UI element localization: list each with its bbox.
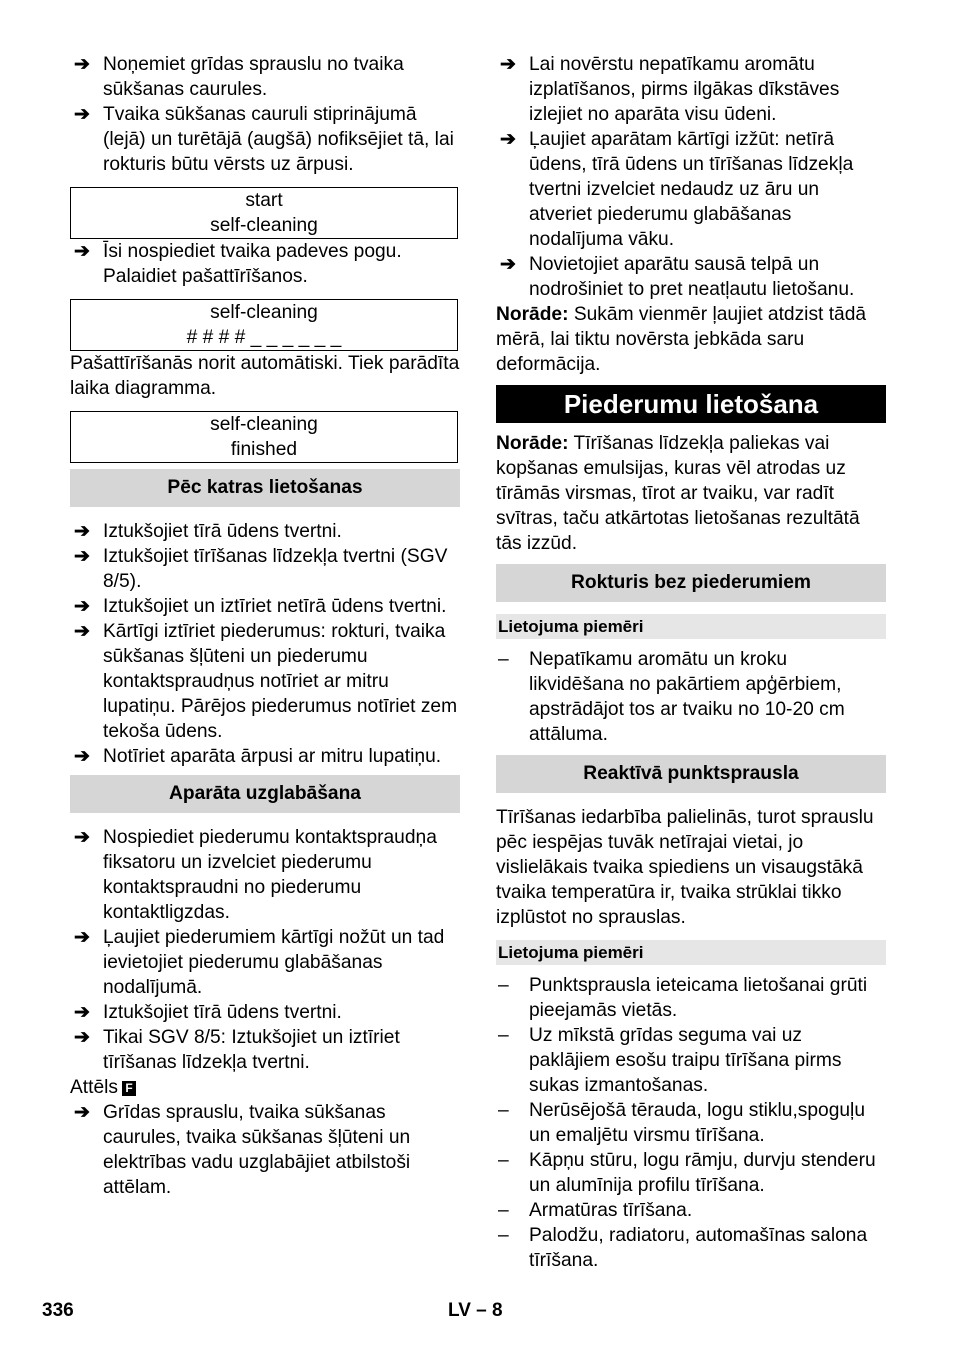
page-number: 336 (42, 1300, 74, 1321)
arrow-icon: ➔ (500, 54, 517, 75)
arrow-icon: ➔ (74, 827, 91, 848)
subsection-heading: Lietojuma piemēri (496, 614, 886, 639)
arrow-icon: ➔ (74, 104, 91, 125)
list-item: – Nepatīkamu aromātu un kroku likvidēšana no pakārtiem apģērbiem, apstrādājot tos ar tvaiku no 10-20 cm attāluma. (498, 649, 845, 745)
dash-bullet: – (498, 1150, 509, 1171)
list-item: – Armatūras tīrīšana. (498, 1200, 693, 1221)
note-paragraph: Norāde: Sukām vienmēr ļaujiet atdzist tādā mērā, lai tiktu novērsta jebkāda saru deformācija. (496, 304, 867, 375)
list-item: ➔ Tikai SGV 8/5: Iztukšojiet un iztīriet tīrīšanas līdzekļa tvertni. (74, 1027, 400, 1073)
arrow-icon: ➔ (74, 746, 91, 767)
section-heading: Reaktīvā punktsprausla (496, 755, 886, 793)
language-page-label: LV – 8 (448, 1300, 503, 1321)
arrow-icon: ➔ (74, 621, 91, 642)
section-heading: Aparāta uzglabāšana (70, 775, 460, 813)
list-item: ➔ Ļaujiet aparātam kārtīgi izžūt: netīrā ūdens, tīrā ūdens un tīrīšanas līdzekļa tvertni izvelciet nedaudz uz āru un atveriet piederumu glabāšanas nodalījuma vāku. (500, 129, 854, 250)
display-box-progress: self-cleaning # # # # _ _ _ _ _ _ (70, 299, 458, 351)
dash-bullet: – (498, 1200, 509, 1221)
left-column (70, 52, 460, 1200)
arrow-icon: ➔ (74, 1002, 91, 1023)
list-item: ➔ Īsi nospiediet tvaika padeves pogu. Palaidiet pašattīrīšanos. (74, 241, 402, 287)
dash-bullet: – (498, 1025, 509, 1046)
display-box-finished: self-cleaning finished (70, 411, 458, 463)
subsection-heading: Lietojuma piemēri (496, 940, 886, 965)
dash-bullet: – (498, 1225, 509, 1246)
list-item: ➔ Iztukšojiet tīrā ūdens tvertni. (74, 1002, 342, 1023)
paragraph: Pašattīrīšanās norit automātiski. Tiek parādīta laika diagramma. (70, 353, 460, 399)
list-item: ➔ Iztukšojiet un iztīriet netīrā ūdens tvertni. (74, 596, 447, 617)
figure-reference: Attēls F (70, 1075, 460, 1100)
right-column (496, 52, 886, 1273)
arrow-icon: ➔ (74, 546, 91, 567)
list-item: ➔ Iztukšojiet tīrā ūdens tvertni. (74, 521, 342, 542)
arrow-icon: ➔ (74, 54, 91, 75)
arrow-icon: ➔ (74, 927, 91, 948)
list-item: ➔ Nospiediet piederumu kontaktspraudņa fiksatoru un izvelciet piederumu kontaktspraudni no piederumu kontaktligzdas. (74, 827, 437, 923)
list-item: – Nerūsējošā tērauda, logu stiklu,spoguļu un emaljētu virsmu tīrīšana. (498, 1100, 865, 1146)
list-item: ➔ Ļaujiet piederumiem kārtīgi nožūt un tad ievietojiet piederumu glabāšanas nodalījumā. (74, 927, 445, 998)
list-item: – Uz mīkstā grīdas seguma vai uz paklājiem esošu traipu tīrīšana pirms sukas izmantošanas. (498, 1025, 842, 1096)
main-section-title: Piederumu lietošana (496, 385, 886, 423)
list-item: ➔ Noņemiet grīdas sprauslu no tvaika sūkšanas caurules. (74, 54, 404, 100)
section-heading: Pēc katras lietošanas (70, 469, 460, 507)
arrow-icon: ➔ (500, 254, 517, 275)
paragraph: Tīrīšanas iedarbība palielinās, turot sprauslu pēc iespējas tuvāk netīrajai vietai, jo vislielākais tvaika spiediens un visaugstākā tvaika temperatūra ir, tvaika strūklai tikko izplūstot no sprauslas. (496, 807, 874, 928)
display-box-start: start self-cleaning (70, 187, 458, 239)
arrow-icon: ➔ (74, 241, 91, 262)
list-item: ➔ Lai novērstu nepatīkamu aromātu izplatīšanos, pirms ilgākas dīkstāves izlejiet no aparāta visu ūdeni. (500, 54, 840, 125)
list-item: ➔ Iztukšojiet tīrīšanas līdzekļa tvertni (SGV 8/5). (74, 546, 448, 592)
dash-bullet: – (498, 975, 509, 996)
note-paragraph: Norāde: Tīrīšanas līdzekļa paliekas vai kopšanas emulsijas, kuras vēl atrodas uz tīrāmās virsmas, tīrot ar tvaiku, var radīt svītras, taču atkārtotas lietošanas rezultātā tās izzūd. (496, 433, 860, 554)
list-item: ➔ Novietojiet aparātu sausā telpā un nodrošiniet to pret neatļautu lietošanu. (500, 254, 855, 300)
dash-bullet: – (498, 1100, 509, 1121)
arrow-icon: ➔ (74, 596, 91, 617)
arrow-icon: ➔ (500, 129, 517, 150)
list-item: ➔ Notīriet aparāta ārpusi ar mitru lupatiņu. (74, 746, 442, 767)
arrow-icon: ➔ (74, 521, 91, 542)
list-item: – Palodžu, radiatoru, automašīnas salona tīrīšana. (498, 1225, 868, 1271)
figure-letter-badge: F (122, 1081, 136, 1096)
list-item: – Punktsprausla ieteicama lietošanai grūti pieejamās vietās. (498, 975, 868, 1021)
list-item: – Kāpņu stūru, logu rāmju, durvju stenderu un alumīnija profilu tīrīšana. (498, 1150, 876, 1196)
arrow-icon: ➔ (74, 1102, 91, 1123)
list-item: ➔ Tvaika sūkšanas cauruli stiprinājumā (lejā) un turētājā (augšā) nofiksējiet tā, lai rokturis būtu vērsts uz ārpusi. (74, 104, 454, 175)
section-heading: Rokturis bez piederumiem (496, 564, 886, 602)
list-item: ➔ Kārtīgi iztīriet piederumus: rokturi, tvaika sūkšanas šļūteni un piederumu kontaktspraudņus notīriet ar mitru lupatiņu. Pārējos piederumus notīriet zem tekoša ūdens. (74, 621, 458, 742)
list-item: ➔ Grīdas sprauslu, tvaika sūkšanas caurules, tvaika sūkšanas šļūteni un elektrības vadu uzglabājiet atbilstoši attēlam. (74, 1102, 411, 1198)
dash-bullet: – (498, 649, 509, 670)
arrow-icon: ➔ (74, 1027, 91, 1048)
